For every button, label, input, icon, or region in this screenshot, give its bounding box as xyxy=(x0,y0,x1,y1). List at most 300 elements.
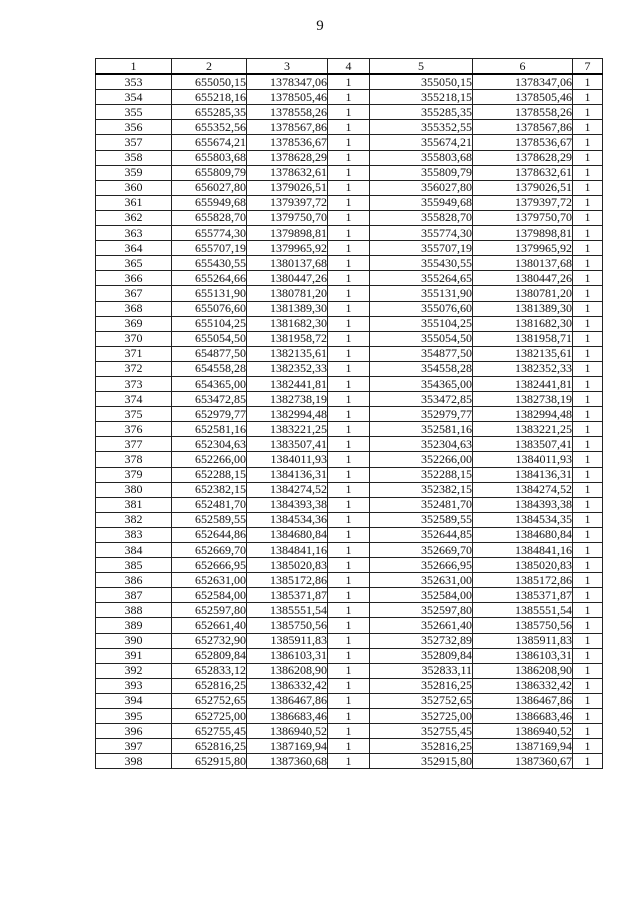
y-coordinate-cell: 1378632,61 xyxy=(473,165,573,180)
column-7-cell: 1 xyxy=(573,392,603,407)
coordinates-table xyxy=(95,58,603,769)
y-coordinate-cell: 1384011,93 xyxy=(247,452,328,467)
column-7-cell: 1 xyxy=(573,210,603,225)
table-row xyxy=(96,482,603,497)
table-row xyxy=(96,603,603,618)
x-coordinate-cell: 355054,50 xyxy=(370,331,473,346)
column-4-cell: 1 xyxy=(328,361,370,376)
x-coordinate-cell: 355430,55 xyxy=(370,256,473,271)
table-row xyxy=(96,286,603,301)
x-coordinate-cell: 652661,40 xyxy=(172,618,247,633)
column-7-cell: 1 xyxy=(573,74,603,90)
column-4-cell: 1 xyxy=(328,150,370,165)
x-coordinate-cell: 353472,85 xyxy=(370,392,473,407)
y-coordinate-cell: 1378536,67 xyxy=(247,135,328,150)
column-7-cell: 1 xyxy=(573,543,603,558)
x-coordinate-cell: 652755,45 xyxy=(172,724,247,739)
y-coordinate-cell: 1383507,41 xyxy=(473,437,573,452)
y-coordinate-cell: 1385371,87 xyxy=(247,588,328,603)
point-number-cell: 377 xyxy=(96,437,172,452)
column-7-cell: 1 xyxy=(573,256,603,271)
y-coordinate-cell: 1384136,31 xyxy=(247,467,328,482)
column-4-cell: 1 xyxy=(328,633,370,648)
y-coordinate-cell: 1378567,86 xyxy=(247,120,328,135)
x-coordinate-cell: 355104,25 xyxy=(370,316,473,331)
y-coordinate-cell: 1378347,06 xyxy=(247,74,328,90)
x-coordinate-cell: 652481,70 xyxy=(172,497,247,512)
column-7-cell: 1 xyxy=(573,467,603,482)
x-coordinate-cell: 652589,55 xyxy=(172,512,247,527)
x-coordinate-cell: 352266,00 xyxy=(370,452,473,467)
point-number-cell: 387 xyxy=(96,588,172,603)
column-4-cell: 1 xyxy=(328,467,370,482)
column-4-cell: 1 xyxy=(328,165,370,180)
point-number-cell: 391 xyxy=(96,648,172,663)
x-coordinate-cell: 652382,15 xyxy=(172,482,247,497)
x-coordinate-cell: 652809,84 xyxy=(172,648,247,663)
x-coordinate-cell: 652631,00 xyxy=(172,573,247,588)
table-row xyxy=(96,527,603,542)
y-coordinate-cell: 1385371,87 xyxy=(473,588,573,603)
column-7-cell: 1 xyxy=(573,678,603,693)
column-4-cell: 1 xyxy=(328,603,370,618)
table-row xyxy=(96,361,603,376)
table-row xyxy=(96,422,603,437)
x-coordinate-cell: 652732,90 xyxy=(172,633,247,648)
y-coordinate-cell: 1379898,81 xyxy=(247,226,328,241)
column-7-cell: 1 xyxy=(573,437,603,452)
column-4-cell: 1 xyxy=(328,331,370,346)
column-4-cell: 1 xyxy=(328,256,370,271)
x-coordinate-cell: 655352,56 xyxy=(172,120,247,135)
y-coordinate-cell: 1385911,83 xyxy=(473,633,573,648)
x-coordinate-cell: 352644,85 xyxy=(370,527,473,542)
column-7-cell: 1 xyxy=(573,452,603,467)
y-coordinate-cell: 1385750,56 xyxy=(473,618,573,633)
y-coordinate-cell: 1386208,90 xyxy=(247,663,328,678)
x-coordinate-cell: 352979,77 xyxy=(370,407,473,422)
table-row xyxy=(96,226,603,241)
x-coordinate-cell: 655218,16 xyxy=(172,90,247,105)
column-7-cell: 1 xyxy=(573,527,603,542)
y-coordinate-cell: 1378567,86 xyxy=(473,120,573,135)
point-number-cell: 369 xyxy=(96,316,172,331)
y-coordinate-cell: 1378558,26 xyxy=(247,105,328,120)
y-coordinate-cell: 1380137,68 xyxy=(247,256,328,271)
point-number-cell: 395 xyxy=(96,709,172,724)
column-4-cell: 1 xyxy=(328,422,370,437)
column-7-cell: 1 xyxy=(573,105,603,120)
y-coordinate-cell: 1379397,72 xyxy=(473,195,573,210)
column-7-cell: 1 xyxy=(573,709,603,724)
column-4-cell: 1 xyxy=(328,663,370,678)
table-row xyxy=(96,633,603,648)
table-row xyxy=(96,724,603,739)
point-number-cell: 354 xyxy=(96,90,172,105)
x-coordinate-cell: 352725,00 xyxy=(370,709,473,724)
column-7-cell: 1 xyxy=(573,180,603,195)
x-coordinate-cell: 652816,25 xyxy=(172,739,247,754)
table-row xyxy=(96,90,603,105)
point-number-cell: 382 xyxy=(96,512,172,527)
x-coordinate-cell: 352304,63 xyxy=(370,437,473,452)
y-coordinate-cell: 1378632,61 xyxy=(247,165,328,180)
column-header: 3 xyxy=(247,59,328,75)
table-row xyxy=(96,512,603,527)
x-coordinate-cell: 655803,68 xyxy=(172,150,247,165)
y-coordinate-cell: 1379026,51 xyxy=(247,180,328,195)
y-coordinate-cell: 1379898,81 xyxy=(473,226,573,241)
y-coordinate-cell: 1386332,42 xyxy=(473,678,573,693)
column-7-cell: 1 xyxy=(573,754,603,769)
x-coordinate-cell: 352915,80 xyxy=(370,754,473,769)
y-coordinate-cell: 1384841,16 xyxy=(247,543,328,558)
x-coordinate-cell: 352481,70 xyxy=(370,497,473,512)
x-coordinate-cell: 352809,84 xyxy=(370,648,473,663)
header-row xyxy=(96,59,603,75)
x-coordinate-cell: 355809,79 xyxy=(370,165,473,180)
column-7-cell: 1 xyxy=(573,120,603,135)
x-coordinate-cell: 655774,30 xyxy=(172,226,247,241)
x-coordinate-cell: 652752,65 xyxy=(172,693,247,708)
y-coordinate-cell: 1378558,26 xyxy=(473,105,573,120)
point-number-cell: 370 xyxy=(96,331,172,346)
y-coordinate-cell: 1384841,16 xyxy=(473,543,573,558)
column-7-cell: 1 xyxy=(573,739,603,754)
column-7-cell: 1 xyxy=(573,271,603,286)
table-row xyxy=(96,256,603,271)
y-coordinate-cell: 1385750,56 xyxy=(247,618,328,633)
y-coordinate-cell: 1386332,42 xyxy=(247,678,328,693)
point-number-cell: 356 xyxy=(96,120,172,135)
x-coordinate-cell: 655104,25 xyxy=(172,316,247,331)
point-number-cell: 375 xyxy=(96,407,172,422)
y-coordinate-cell: 1378505,46 xyxy=(473,90,573,105)
x-coordinate-cell: 354877,50 xyxy=(370,346,473,361)
column-4-cell: 1 xyxy=(328,618,370,633)
column-header: 4 xyxy=(328,59,370,75)
point-number-cell: 359 xyxy=(96,165,172,180)
y-coordinate-cell: 1386103,31 xyxy=(473,648,573,663)
table-row xyxy=(96,376,603,391)
column-4-cell: 1 xyxy=(328,527,370,542)
point-number-cell: 393 xyxy=(96,678,172,693)
point-number-cell: 368 xyxy=(96,301,172,316)
x-coordinate-cell: 652816,25 xyxy=(172,678,247,693)
table-row xyxy=(96,407,603,422)
column-4-cell: 1 xyxy=(328,316,370,331)
x-coordinate-cell: 655050,15 xyxy=(172,74,247,90)
column-4-cell: 1 xyxy=(328,286,370,301)
column-4-cell: 1 xyxy=(328,482,370,497)
y-coordinate-cell: 1382738,19 xyxy=(247,392,328,407)
x-coordinate-cell: 354365,00 xyxy=(370,376,473,391)
column-7-cell: 1 xyxy=(573,407,603,422)
x-coordinate-cell: 655430,55 xyxy=(172,256,247,271)
column-7-cell: 1 xyxy=(573,90,603,105)
column-4-cell: 1 xyxy=(328,512,370,527)
y-coordinate-cell: 1384680,84 xyxy=(473,527,573,542)
point-number-cell: 390 xyxy=(96,633,172,648)
x-coordinate-cell: 654877,50 xyxy=(172,346,247,361)
y-coordinate-cell: 1384534,35 xyxy=(473,512,573,527)
column-4-cell: 1 xyxy=(328,226,370,241)
table-row xyxy=(96,467,603,482)
column-7-cell: 1 xyxy=(573,618,603,633)
page-number: 9 xyxy=(316,18,324,34)
point-number-cell: 383 xyxy=(96,527,172,542)
x-coordinate-cell: 355076,60 xyxy=(370,301,473,316)
x-coordinate-cell: 352581,16 xyxy=(370,422,473,437)
point-number-cell: 360 xyxy=(96,180,172,195)
x-coordinate-cell: 352661,40 xyxy=(370,618,473,633)
point-number-cell: 384 xyxy=(96,543,172,558)
point-number-cell: 361 xyxy=(96,195,172,210)
column-7-cell: 1 xyxy=(573,648,603,663)
y-coordinate-cell: 1384534,36 xyxy=(247,512,328,527)
table-row xyxy=(96,709,603,724)
x-coordinate-cell: 352732,89 xyxy=(370,633,473,648)
column-7-cell: 1 xyxy=(573,346,603,361)
column-4-cell: 1 xyxy=(328,709,370,724)
table-row xyxy=(96,543,603,558)
table-row xyxy=(96,346,603,361)
column-7-cell: 1 xyxy=(573,135,603,150)
x-coordinate-cell: 654558,28 xyxy=(172,361,247,376)
table-row xyxy=(96,241,603,256)
x-coordinate-cell: 355050,15 xyxy=(370,74,473,90)
x-coordinate-cell: 352584,00 xyxy=(370,588,473,603)
column-7-cell: 1 xyxy=(573,588,603,603)
y-coordinate-cell: 1382135,61 xyxy=(247,346,328,361)
y-coordinate-cell: 1378628,29 xyxy=(247,150,328,165)
column-4-cell: 1 xyxy=(328,573,370,588)
column-7-cell: 1 xyxy=(573,693,603,708)
x-coordinate-cell: 655809,79 xyxy=(172,165,247,180)
point-number-cell: 376 xyxy=(96,422,172,437)
table-row xyxy=(96,271,603,286)
x-coordinate-cell: 352752,65 xyxy=(370,693,473,708)
y-coordinate-cell: 1386467,86 xyxy=(247,693,328,708)
column-4-cell: 1 xyxy=(328,90,370,105)
x-coordinate-cell: 354558,28 xyxy=(370,361,473,376)
y-coordinate-cell: 1378505,46 xyxy=(247,90,328,105)
x-coordinate-cell: 652304,63 xyxy=(172,437,247,452)
x-coordinate-cell: 652266,00 xyxy=(172,452,247,467)
y-coordinate-cell: 1383221,25 xyxy=(473,422,573,437)
y-coordinate-cell: 1381958,71 xyxy=(473,331,573,346)
column-4-cell: 1 xyxy=(328,195,370,210)
point-number-cell: 388 xyxy=(96,603,172,618)
column-header: 5 xyxy=(370,59,473,75)
y-coordinate-cell: 1382352,33 xyxy=(247,361,328,376)
y-coordinate-cell: 1379750,70 xyxy=(247,210,328,225)
y-coordinate-cell: 1386683,46 xyxy=(247,709,328,724)
table-row xyxy=(96,588,603,603)
x-coordinate-cell: 652833,12 xyxy=(172,663,247,678)
x-coordinate-cell: 355131,90 xyxy=(370,286,473,301)
x-coordinate-cell: 655674,21 xyxy=(172,135,247,150)
table-row xyxy=(96,618,603,633)
column-7-cell: 1 xyxy=(573,316,603,331)
y-coordinate-cell: 1385020,83 xyxy=(473,558,573,573)
point-number-cell: 385 xyxy=(96,558,172,573)
table-row xyxy=(96,573,603,588)
y-coordinate-cell: 1384393,38 xyxy=(473,497,573,512)
point-number-cell: 381 xyxy=(96,497,172,512)
x-coordinate-cell: 352589,55 xyxy=(370,512,473,527)
column-4-cell: 1 xyxy=(328,105,370,120)
y-coordinate-cell: 1387360,68 xyxy=(247,754,328,769)
y-coordinate-cell: 1386103,31 xyxy=(247,648,328,663)
y-coordinate-cell: 1379750,70 xyxy=(473,210,573,225)
column-7-cell: 1 xyxy=(573,195,603,210)
point-number-cell: 372 xyxy=(96,361,172,376)
y-coordinate-cell: 1382738,19 xyxy=(473,392,573,407)
x-coordinate-cell: 356027,80 xyxy=(370,180,473,195)
y-coordinate-cell: 1385172,86 xyxy=(247,573,328,588)
y-coordinate-cell: 1386683,46 xyxy=(473,709,573,724)
y-coordinate-cell: 1379026,51 xyxy=(473,180,573,195)
y-coordinate-cell: 1380781,20 xyxy=(473,286,573,301)
point-number-cell: 357 xyxy=(96,135,172,150)
column-7-cell: 1 xyxy=(573,226,603,241)
column-4-cell: 1 xyxy=(328,724,370,739)
y-coordinate-cell: 1384274,52 xyxy=(473,482,573,497)
column-7-cell: 1 xyxy=(573,573,603,588)
x-coordinate-cell: 352669,70 xyxy=(370,543,473,558)
y-coordinate-cell: 1387169,94 xyxy=(473,739,573,754)
point-number-cell: 367 xyxy=(96,286,172,301)
x-coordinate-cell: 652725,00 xyxy=(172,709,247,724)
x-coordinate-cell: 352816,25 xyxy=(370,739,473,754)
column-4-cell: 1 xyxy=(328,678,370,693)
table-row xyxy=(96,120,603,135)
y-coordinate-cell: 1383221,25 xyxy=(247,422,328,437)
column-7-cell: 1 xyxy=(573,724,603,739)
point-number-cell: 362 xyxy=(96,210,172,225)
point-number-cell: 398 xyxy=(96,754,172,769)
table-row xyxy=(96,105,603,120)
point-number-cell: 386 xyxy=(96,573,172,588)
y-coordinate-cell: 1386940,52 xyxy=(473,724,573,739)
column-4-cell: 1 xyxy=(328,543,370,558)
table-row xyxy=(96,210,603,225)
point-number-cell: 358 xyxy=(96,150,172,165)
column-7-cell: 1 xyxy=(573,361,603,376)
y-coordinate-cell: 1386208,90 xyxy=(473,663,573,678)
point-number-cell: 355 xyxy=(96,105,172,120)
y-coordinate-cell: 1378628,29 xyxy=(473,150,573,165)
x-coordinate-cell: 655076,60 xyxy=(172,301,247,316)
point-number-cell: 389 xyxy=(96,618,172,633)
y-coordinate-cell: 1382352,33 xyxy=(473,361,573,376)
table-row xyxy=(96,437,603,452)
x-coordinate-cell: 355285,35 xyxy=(370,105,473,120)
y-coordinate-cell: 1385551,54 xyxy=(473,603,573,618)
y-coordinate-cell: 1383507,41 xyxy=(247,437,328,452)
y-coordinate-cell: 1385551,54 xyxy=(247,603,328,618)
y-coordinate-cell: 1380447,26 xyxy=(247,271,328,286)
column-7-cell: 1 xyxy=(573,558,603,573)
x-coordinate-cell: 352816,25 xyxy=(370,678,473,693)
x-coordinate-cell: 655285,35 xyxy=(172,105,247,120)
column-4-cell: 1 xyxy=(328,558,370,573)
y-coordinate-cell: 1385911,83 xyxy=(247,633,328,648)
x-coordinate-cell: 652979,77 xyxy=(172,407,247,422)
point-number-cell: 366 xyxy=(96,271,172,286)
column-4-cell: 1 xyxy=(328,135,370,150)
point-number-cell: 396 xyxy=(96,724,172,739)
column-4-cell: 1 xyxy=(328,241,370,256)
y-coordinate-cell: 1386467,86 xyxy=(473,693,573,708)
x-coordinate-cell: 652597,80 xyxy=(172,603,247,618)
column-7-cell: 1 xyxy=(573,150,603,165)
column-7-cell: 1 xyxy=(573,603,603,618)
point-number-cell: 373 xyxy=(96,376,172,391)
point-number-cell: 371 xyxy=(96,346,172,361)
y-coordinate-cell: 1381958,72 xyxy=(247,331,328,346)
y-coordinate-cell: 1380137,68 xyxy=(473,256,573,271)
column-7-cell: 1 xyxy=(573,241,603,256)
x-coordinate-cell: 656027,80 xyxy=(172,180,247,195)
table-row xyxy=(96,452,603,467)
column-7-cell: 1 xyxy=(573,633,603,648)
point-number-cell: 353 xyxy=(96,74,172,90)
point-number-cell: 365 xyxy=(96,256,172,271)
point-number-cell: 374 xyxy=(96,392,172,407)
x-coordinate-cell: 655828,70 xyxy=(172,210,247,225)
column-4-cell: 1 xyxy=(328,271,370,286)
x-coordinate-cell: 352666,95 xyxy=(370,558,473,573)
y-coordinate-cell: 1381682,30 xyxy=(473,316,573,331)
column-7-cell: 1 xyxy=(573,512,603,527)
table-row xyxy=(96,74,603,90)
x-coordinate-cell: 352288,15 xyxy=(370,467,473,482)
y-coordinate-cell: 1378347,06 xyxy=(473,74,573,90)
x-coordinate-cell: 352755,45 xyxy=(370,724,473,739)
column-7-cell: 1 xyxy=(573,482,603,497)
x-coordinate-cell: 355803,68 xyxy=(370,150,473,165)
y-coordinate-cell: 1382994,48 xyxy=(247,407,328,422)
column-header: 1 xyxy=(96,59,172,75)
x-coordinate-cell: 655131,90 xyxy=(172,286,247,301)
y-coordinate-cell: 1381389,30 xyxy=(473,301,573,316)
table-row xyxy=(96,301,603,316)
y-coordinate-cell: 1385172,86 xyxy=(473,573,573,588)
point-number-cell: 392 xyxy=(96,663,172,678)
column-4-cell: 1 xyxy=(328,392,370,407)
y-coordinate-cell: 1384136,31 xyxy=(473,467,573,482)
column-7-cell: 1 xyxy=(573,165,603,180)
column-header: 2 xyxy=(172,59,247,75)
y-coordinate-cell: 1386940,52 xyxy=(247,724,328,739)
y-coordinate-cell: 1379965,92 xyxy=(473,241,573,256)
point-number-cell: 363 xyxy=(96,226,172,241)
x-coordinate-cell: 352631,00 xyxy=(370,573,473,588)
table-row xyxy=(96,135,603,150)
column-4-cell: 1 xyxy=(328,346,370,361)
table-row xyxy=(96,392,603,407)
column-7-cell: 1 xyxy=(573,422,603,437)
table-row xyxy=(96,678,603,693)
y-coordinate-cell: 1384680,84 xyxy=(247,527,328,542)
column-7-cell: 1 xyxy=(573,376,603,391)
x-coordinate-cell: 352382,15 xyxy=(370,482,473,497)
x-coordinate-cell: 652581,16 xyxy=(172,422,247,437)
y-coordinate-cell: 1387169,94 xyxy=(247,739,328,754)
x-coordinate-cell: 355352,55 xyxy=(370,120,473,135)
